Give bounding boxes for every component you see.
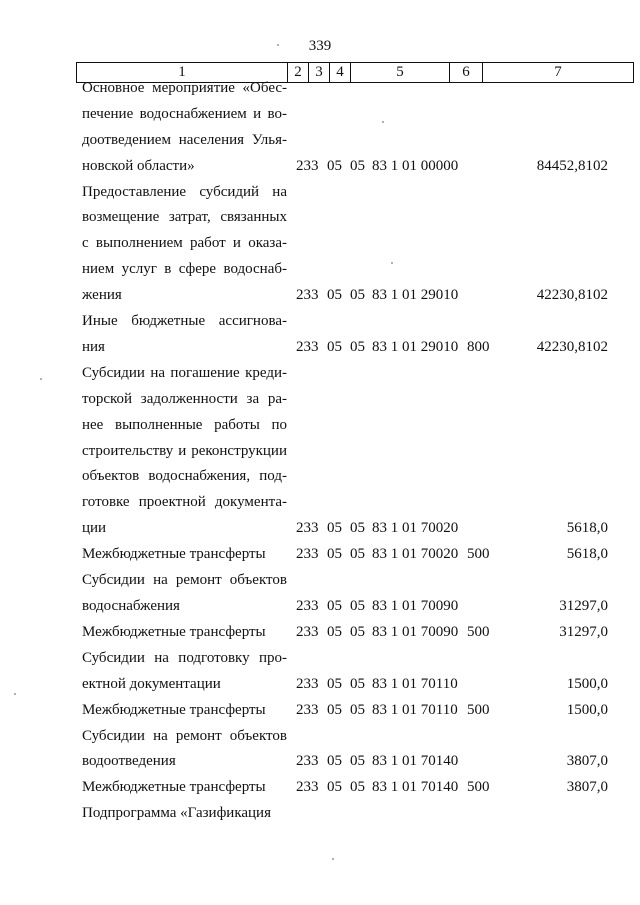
row-name-line: печение водоснабжением и во- (82, 105, 287, 122)
scan-speck (40, 378, 42, 380)
row-amount: 42230,8102 (536, 287, 608, 304)
row-gr-code: 233 (296, 520, 319, 537)
row-gr-code: 233 (296, 597, 319, 614)
row-expense-type-code: 500 (467, 623, 490, 640)
row-section-code: 05 (327, 338, 342, 355)
row-subsection-code: 05 (350, 675, 365, 692)
row-gr-code: 233 (296, 287, 319, 304)
row-expense-type-code: 500 (467, 779, 490, 796)
table-row (0, 572, 640, 624)
row-subsection-code: 05 (350, 338, 365, 355)
row-name-line: доотведением населения Улья- (82, 131, 287, 148)
table-row (0, 365, 640, 546)
row-name-line: Основное мероприятие «Обес- (82, 80, 287, 96)
column-header-name: 1 (77, 63, 288, 83)
row-amount: 31297,0 (559, 623, 608, 640)
row-name-line: водоотведения (82, 753, 176, 770)
page-number: 339 (308, 38, 332, 54)
table-row (0, 779, 640, 805)
row-subsection-code: 05 (350, 157, 365, 174)
row-gr-code: 233 (296, 546, 319, 563)
row-section-code: 05 (327, 287, 342, 304)
row-expense-type-code: 500 (467, 701, 490, 718)
scan-speck (277, 44, 279, 46)
scan-speck (14, 693, 16, 695)
row-section-code: 05 (327, 675, 342, 692)
row-section-code: 05 (327, 623, 342, 640)
row-amount: 31297,0 (559, 597, 608, 614)
row-subsection-code: 05 (350, 287, 365, 304)
column-header-gr: 2 (288, 63, 309, 83)
row-target-article-code: 83 1 01 70140 (372, 779, 459, 796)
row-name-line: Иные бюджетные ассигнова- (82, 313, 287, 330)
column-header-subsection: 4 (330, 63, 351, 83)
row-expense-type-code: 500 (467, 546, 490, 563)
table-row (0, 624, 640, 650)
row-section-code: 05 (327, 701, 342, 718)
row-name-line: Подпрограмма «Газификация (82, 805, 271, 822)
scan-speck (332, 858, 334, 860)
row-name-line: строительству и реконструкции (82, 442, 287, 459)
row-name-line: ния (82, 338, 105, 355)
table-row (0, 313, 640, 365)
table-row (0, 728, 640, 780)
row-name-line: готовке проектной документа- (82, 494, 287, 511)
row-subsection-code: 05 (350, 701, 365, 718)
row-target-article-code: 83 1 01 70110 (372, 675, 458, 692)
row-section-code: 05 (327, 779, 342, 796)
row-gr-code: 233 (296, 753, 319, 770)
row-name-line: Субсидии на подготовку про- (82, 649, 287, 666)
row-name-line: Межбюджетные трансферты (82, 546, 266, 563)
table-row (0, 805, 640, 831)
row-gr-code: 233 (296, 338, 319, 355)
column-header-section: 3 (309, 63, 330, 83)
column-header-expense-type: 6 (450, 63, 483, 83)
row-gr-code: 233 (296, 675, 319, 692)
row-amount: 1500,0 (566, 701, 608, 718)
row-name-line: ции (82, 520, 107, 537)
row-section-code: 05 (327, 546, 342, 563)
row-target-article-code: 83 1 01 00000 (372, 157, 459, 174)
row-subsection-code: 05 (350, 623, 365, 640)
row-gr-code: 233 (296, 623, 319, 640)
table-row (0, 80, 640, 184)
table-row (0, 702, 640, 728)
row-gr-code: 233 (296, 779, 319, 796)
row-name-line: нее выполненные работы по (82, 416, 287, 433)
column-header-target-article: 5 (351, 63, 450, 83)
row-target-article-code: 83 1 01 70140 (372, 753, 459, 770)
table-row (0, 184, 640, 314)
row-name-line: новской области» (82, 157, 195, 174)
table-row (0, 546, 640, 572)
row-name-line: Межбюджетные трансферты (82, 701, 266, 718)
row-subsection-code: 05 (350, 546, 365, 563)
column-header-amount: 7 (483, 63, 634, 83)
row-target-article-code: 83 1 01 70110 (372, 701, 458, 718)
row-name-line: ектной документации (82, 675, 221, 692)
row-name-line: возмещение затрат, связанных (82, 209, 287, 226)
row-target-article-code: 83 1 01 29010 (372, 338, 459, 355)
row-subsection-code: 05 (350, 779, 365, 796)
table-row (0, 650, 640, 702)
row-name-line: нием услуг в сфере водоснаб- (82, 261, 287, 278)
row-name-line: объектов водоснабжения, под- (82, 468, 287, 485)
row-name-line: с выполнением работ и оказа- (82, 235, 287, 252)
row-name-line: жения (82, 287, 122, 304)
row-name-line: торской задолженности за ра- (82, 390, 287, 407)
row-section-code: 05 (327, 597, 342, 614)
row-expense-type-code: 800 (467, 338, 490, 355)
row-section-code: 05 (327, 157, 342, 174)
row-target-article-code: 83 1 01 70020 (372, 520, 459, 537)
row-amount: 3807,0 (566, 753, 608, 770)
row-gr-code: 233 (296, 157, 319, 174)
scan-speck (382, 121, 384, 123)
row-amount: 3807,0 (566, 779, 608, 796)
row-gr-code: 233 (296, 701, 319, 718)
row-target-article-code: 83 1 01 70090 (372, 623, 459, 640)
row-name-line: Межбюджетные трансферты (82, 779, 266, 796)
row-section-code: 05 (327, 520, 342, 537)
row-name-line: Субсидии на погашение креди- (82, 364, 287, 381)
row-amount: 84452,8102 (536, 157, 608, 174)
row-amount: 5618,0 (566, 546, 608, 563)
row-name-line: Субсидии на ремонт объектов (82, 572, 287, 589)
row-name-line: Субсидии на ремонт объектов (82, 727, 287, 744)
row-subsection-code: 05 (350, 520, 365, 537)
row-target-article-code: 83 1 01 29010 (372, 287, 459, 304)
row-amount: 42230,8102 (536, 338, 608, 355)
row-subsection-code: 05 (350, 597, 365, 614)
row-name-line: водоснабжения (82, 597, 180, 614)
scan-speck (391, 262, 393, 264)
row-section-code: 05 (327, 753, 342, 770)
row-target-article-code: 83 1 01 70090 (372, 597, 459, 614)
row-amount: 5618,0 (566, 520, 608, 537)
row-name-line: Межбюджетные трансферты (82, 623, 266, 640)
row-subsection-code: 05 (350, 753, 365, 770)
row-name-line: Предоставление субсидий на (82, 183, 287, 200)
row-target-article-code: 83 1 01 70020 (372, 546, 459, 563)
row-amount: 1500,0 (566, 675, 608, 692)
